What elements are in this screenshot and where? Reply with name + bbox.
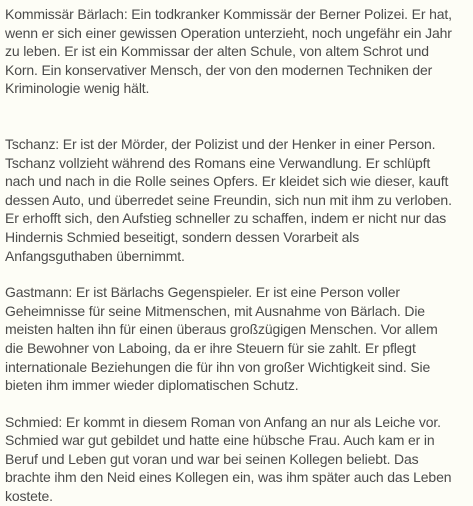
paragraph-gastmann — [5, 283, 473, 395]
text-line: Gastmann: Er ist Bärlachs Gegenspieler. Er ist eine Person voller — [5, 284, 400, 301]
text-line: internationale Beziehungen die für ihn von großer Wichtigkeit sind. Sie — [5, 358, 431, 375]
paragraph-baerlach — [5, 5, 473, 98]
text-line: wenn er sich einer gewissen Operation unterzieht, noch ungefähr ein Jahr — [5, 24, 452, 41]
text-line: Geheimnisse für seine Mitmenschen, mit Ausnahme von Bärlach. Die — [5, 302, 425, 319]
text-line: Tschanz vollzieht während des Romans eine Verwandlung. Er schlüpft — [5, 154, 431, 171]
paragraph-spacer — [5, 395, 473, 413]
text-line: zu leben. Er ist ein Kommissar der alten Schule, von altem Schrot und — [5, 43, 429, 60]
text-line: dessen Auto, und überredet seine Freundin, sich nun mit ihm zu verloben. — [5, 191, 452, 208]
paragraph-spacer — [5, 265, 473, 283]
text-line: Anfangsguthaben übernimmt. — [5, 247, 185, 264]
text-line: die Bewohner von Laboing, da er ihre Steuern für sie zahlt. Er pflegt — [5, 339, 416, 356]
text-line: Kriminologie wenig hält. — [5, 80, 150, 97]
text-line: Schmied: Er kommt in diesem Roman von Anfang an nur als Leiche vor. — [5, 413, 441, 430]
text-line: Korn. Ein konservativer Mensch, der von den modernen Techniken der — [5, 61, 433, 78]
text-line: Tschanz: Er ist der Mörder, der Polizist und der Henker in einer Person. — [5, 135, 436, 152]
text-line: bieten ihm immer wieder diplomatischen Schutz. — [5, 377, 299, 394]
text-line: Er erhofft sich, den Aufstieg schneller zu schaffen, indem er nicht nur das — [5, 210, 447, 227]
paragraph-tschanz — [5, 135, 473, 265]
text-line: kostete. — [5, 488, 53, 505]
text-line: Hindernis Schmied beseitigt, sondern dessen Vorarbeit als — [5, 228, 360, 245]
text-line: brachte ihm den Neid eines Kollegen ein, was ihm später auch das Leben — [5, 469, 452, 486]
paragraph-spacer — [5, 98, 473, 135]
text-line: meisten halten ihn für einen überaus großzügigen Menschen. Vor allem — [5, 321, 438, 338]
text-line: nach und nach in die Rolle seines Opfers. Er kleidet sich wie dieser, kauft — [5, 173, 449, 190]
text-line: Beruf und Leben gut voran und war bei seinen Kollegen beliebt. Das — [5, 450, 419, 467]
paragraph-schmied — [5, 413, 473, 506]
text-line: Schmied war gut gebildet und hatte eine hübsche Frau. Auch kam er in — [5, 432, 435, 449]
text-line: Kommissär Bärlach: Ein todkranker Kommissär der Berner Polizei. Er hat, — [5, 6, 452, 22]
